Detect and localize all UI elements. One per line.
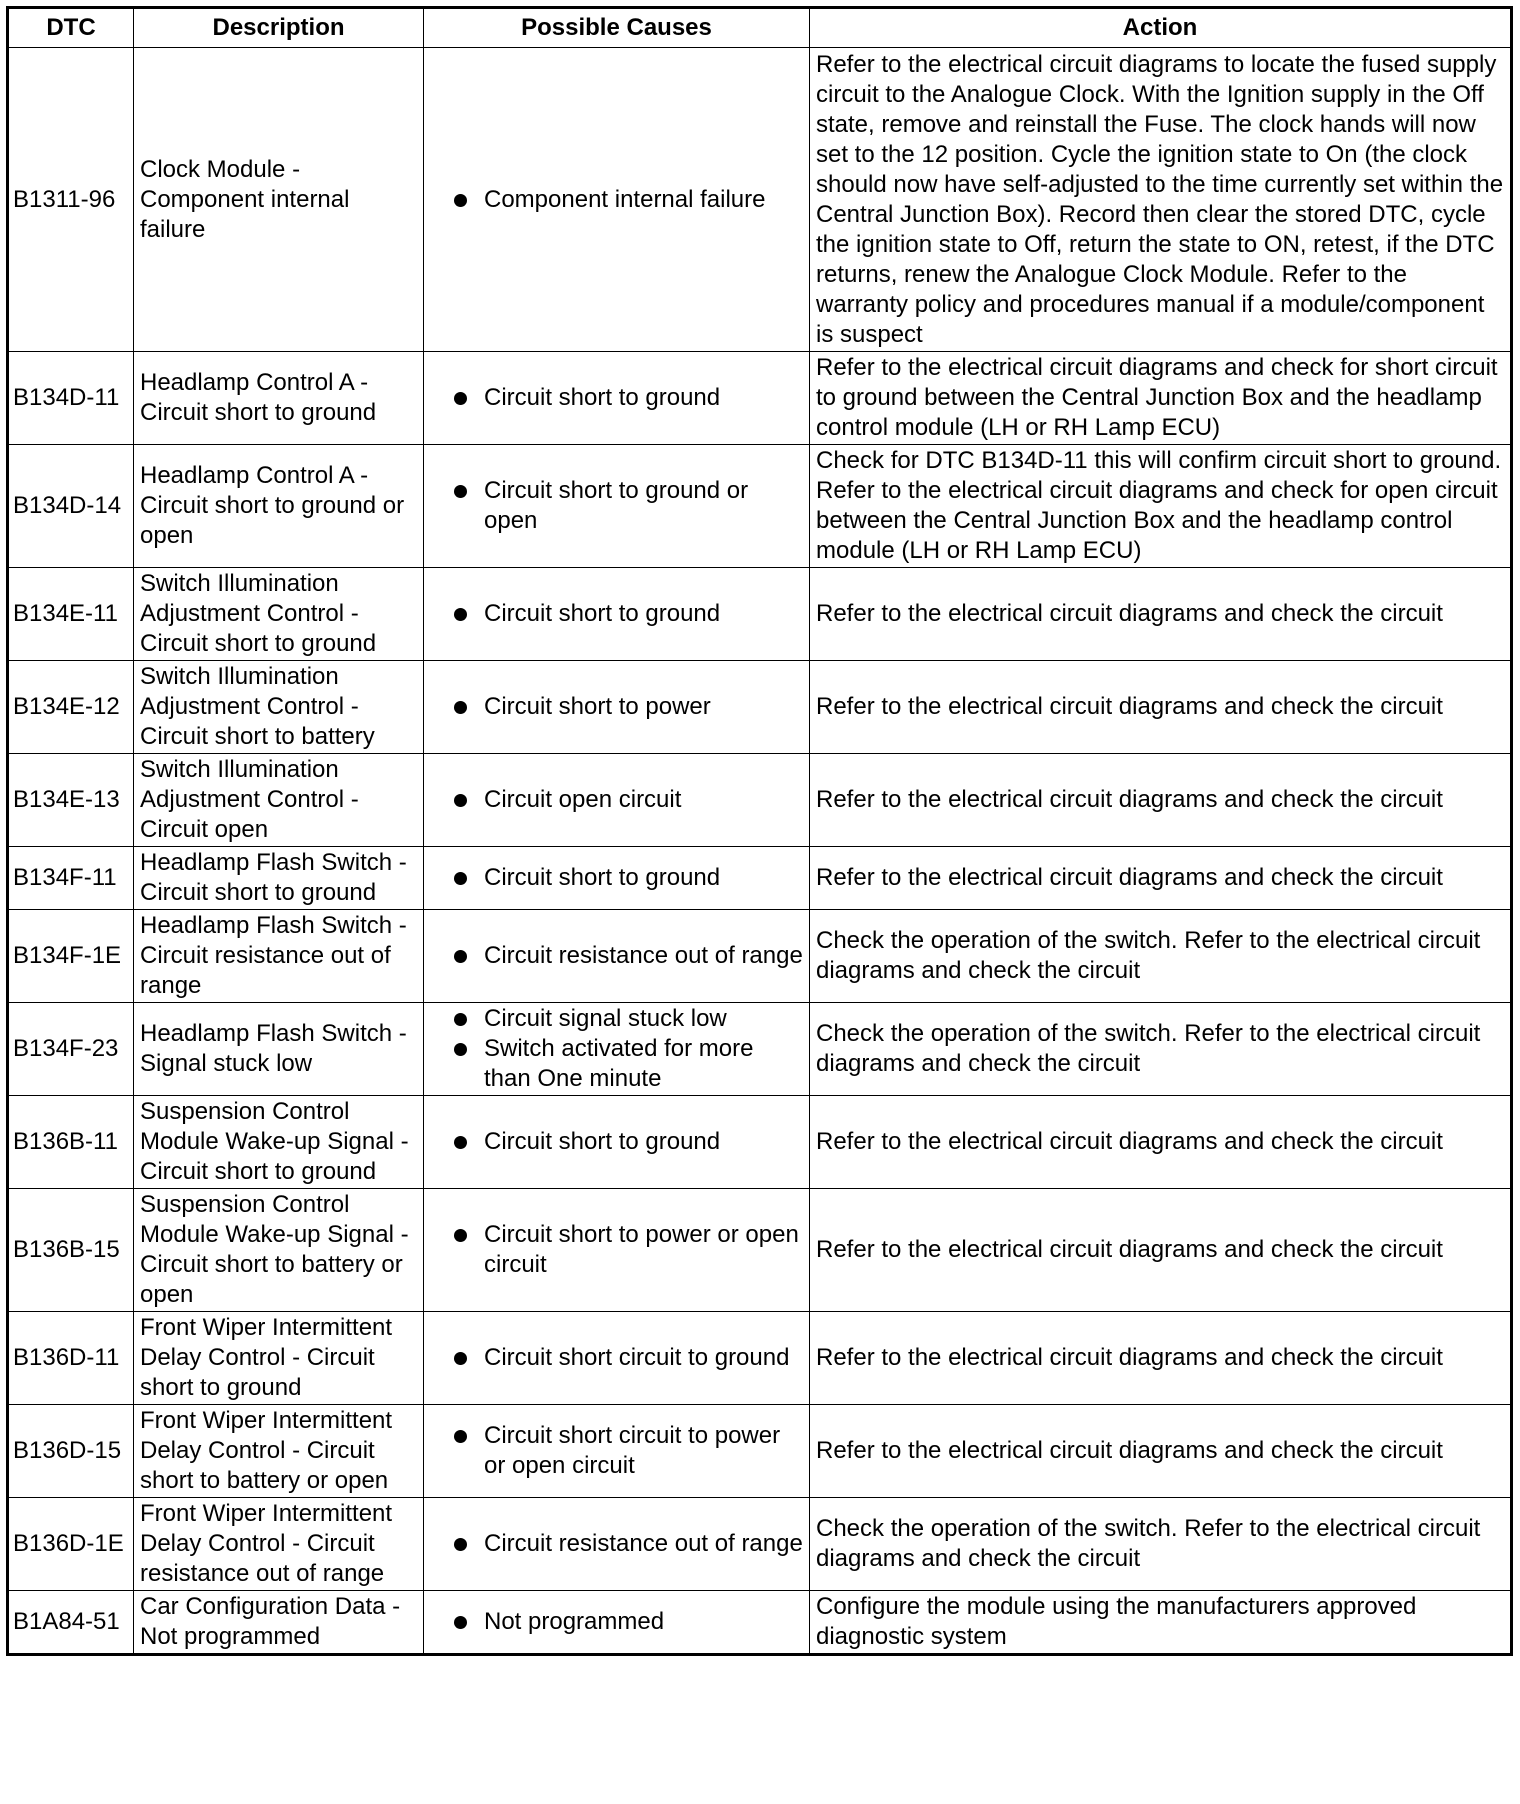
table-row [8, 847, 1512, 910]
table-row [8, 352, 1512, 445]
header-action: Action [810, 8, 1512, 48]
table-row [8, 568, 1512, 661]
possible-causes-cell [424, 1096, 810, 1189]
causes-list [430, 1607, 803, 1637]
dtc-code-cell: B134E-11 [8, 568, 134, 661]
table-row [8, 48, 1512, 352]
action-cell: Refer to the electrical circuit diagrams and check for short circuit to ground between the Central Junction Box and the headlamp control module (LH or RH Lamp ECU) [810, 352, 1512, 445]
description-cell: Headlamp Flash Switch - Circuit short to ground [134, 847, 424, 910]
action-cell: Check the operation of the switch. Refer to the electrical circuit diagrams and check the circuit [810, 1498, 1512, 1591]
header-description: Description [134, 8, 424, 48]
cause-item: Circuit short circuit to ground [452, 1343, 803, 1373]
causes-list [430, 692, 803, 722]
possible-causes-cell [424, 48, 810, 352]
table-row [8, 445, 1512, 568]
table-body [8, 48, 1512, 1655]
cause-item: Circuit short to power or open circuit [452, 1220, 803, 1280]
description-cell: Headlamp Flash Switch - Signal stuck low [134, 1003, 424, 1096]
action-cell: Refer to the electrical circuit diagrams and check the circuit [810, 568, 1512, 661]
dtc-code-cell: B134D-14 [8, 445, 134, 568]
cause-item: Circuit resistance out of range [452, 941, 803, 971]
description-cell: Car Configuration Data - Not programmed [134, 1591, 424, 1655]
cause-item: Circuit short to ground [452, 383, 803, 413]
cause-item: Circuit short circuit to power or open circuit [452, 1421, 803, 1481]
table-row [8, 1498, 1512, 1591]
action-cell: Check for DTC B134D-11 this will confirm circuit short to ground. Refer to the electrical circuit diagrams and check for open circuit between the Central Junction Box and the headlamp control module (LH or RH Lamp ECU) [810, 445, 1512, 568]
description-cell: Headlamp Control A - Circuit short to ground or open [134, 445, 424, 568]
dtc-code-cell: B136D-11 [8, 1312, 134, 1405]
possible-causes-cell [424, 1405, 810, 1498]
action-cell: Refer to the electrical circuit diagrams and check the circuit [810, 661, 1512, 754]
cause-item: Not programmed [452, 1607, 803, 1637]
cause-item: Component internal failure [452, 185, 803, 215]
action-cell: Refer to the electrical circuit diagrams and check the circuit [810, 754, 1512, 847]
action-cell: Refer to the electrical circuit diagrams and check the circuit [810, 1312, 1512, 1405]
causes-list [430, 1127, 803, 1157]
cause-item: Circuit short to ground or open [452, 476, 803, 536]
causes-list [430, 383, 803, 413]
dtc-code-cell: B134E-13 [8, 754, 134, 847]
table-row [8, 1003, 1512, 1096]
causes-list [430, 785, 803, 815]
table-row [8, 1405, 1512, 1498]
table-row [8, 661, 1512, 754]
possible-causes-cell [424, 1591, 810, 1655]
dtc-code-cell: B136B-15 [8, 1189, 134, 1312]
dtc-table [6, 6, 1513, 1656]
causes-list [430, 1343, 803, 1373]
table-row [8, 1591, 1512, 1655]
action-cell: Refer to the electrical circuit diagrams and check the circuit [810, 1096, 1512, 1189]
action-cell: Check the operation of the switch. Refer to the electrical circuit diagrams and check the circuit [810, 1003, 1512, 1096]
cause-item: Circuit short to ground [452, 599, 803, 629]
possible-causes-cell [424, 1189, 810, 1312]
description-cell: Clock Module - Component internal failure [134, 48, 424, 352]
action-cell: Refer to the electrical circuit diagrams and check the circuit [810, 847, 1512, 910]
possible-causes-cell [424, 910, 810, 1003]
cause-item: Circuit short to ground [452, 1127, 803, 1157]
dtc-code-cell: B134F-1E [8, 910, 134, 1003]
cause-item: Circuit short to power [452, 692, 803, 722]
description-cell: Front Wiper Intermittent Delay Control - Circuit short to battery or open [134, 1405, 424, 1498]
action-cell: Refer to the electrical circuit diagrams to locate the fused supply circuit to the Analogue Clock. With the Ignition supply in the Off state, remove and reinstall the Fuse. The clock hands will now set to the 12 position. Cycle the ignition state to On (the clock should now have self-adjusted to the time currently set within the Central Junction Box). Record then clear the stored DTC, cycle the ignition state to Off, return the state to ON, retest, if the DTC returns, renew the Analogue Clock Module. Refer to the warranty policy and procedures manual if a module/component is suspect [810, 48, 1512, 352]
causes-list [430, 941, 803, 971]
description-cell: Suspension Control Module Wake-up Signal - Circuit short to battery or open [134, 1189, 424, 1312]
possible-causes-cell [424, 847, 810, 910]
causes-list [430, 476, 803, 536]
possible-causes-cell [424, 1312, 810, 1405]
dtc-code-cell: B136D-15 [8, 1405, 134, 1498]
dtc-code-cell: B1311-96 [8, 48, 134, 352]
dtc-table-wrapper [6, 6, 1513, 1656]
causes-list [430, 1220, 803, 1280]
description-cell: Switch Illumination Adjustment Control - Circuit short to battery [134, 661, 424, 754]
action-cell: Check the operation of the switch. Refer to the electrical circuit diagrams and check the circuit [810, 910, 1512, 1003]
cause-item: Circuit open circuit [452, 785, 803, 815]
description-cell: Headlamp Flash Switch - Circuit resistance out of range [134, 910, 424, 1003]
dtc-code-cell: B136D-1E [8, 1498, 134, 1591]
cause-item: Circuit signal stuck low [452, 1004, 803, 1034]
possible-causes-cell [424, 352, 810, 445]
table-row [8, 910, 1512, 1003]
causes-list [430, 863, 803, 893]
action-cell: Refer to the electrical circuit diagrams and check the circuit [810, 1405, 1512, 1498]
causes-list [430, 1004, 803, 1094]
action-cell: Refer to the electrical circuit diagrams and check the circuit [810, 1189, 1512, 1312]
causes-list [430, 1529, 803, 1559]
cause-item: Switch activated for more than One minute [452, 1034, 803, 1094]
cause-item: Circuit resistance out of range [452, 1529, 803, 1559]
description-cell: Suspension Control Module Wake-up Signal - Circuit short to ground [134, 1096, 424, 1189]
causes-list [430, 185, 803, 215]
header-dtc: DTC [8, 8, 134, 48]
possible-causes-cell [424, 661, 810, 754]
description-cell: Switch Illumination Adjustment Control - Circuit short to ground [134, 568, 424, 661]
possible-causes-cell [424, 1498, 810, 1591]
table-row [8, 1096, 1512, 1189]
causes-list [430, 1421, 803, 1481]
description-cell: Front Wiper Intermittent Delay Control - Circuit resistance out of range [134, 1498, 424, 1591]
header-possible-causes: Possible Causes [424, 8, 810, 48]
action-cell: Configure the module using the manufacturers approved diagnostic system [810, 1591, 1512, 1655]
table-row [8, 1312, 1512, 1405]
dtc-code-cell: B134D-11 [8, 352, 134, 445]
causes-list [430, 599, 803, 629]
cause-item: Circuit short to ground [452, 863, 803, 893]
dtc-code-cell: B134F-11 [8, 847, 134, 910]
description-cell: Switch Illumination Adjustment Control - Circuit open [134, 754, 424, 847]
possible-causes-cell [424, 754, 810, 847]
table-row [8, 754, 1512, 847]
description-cell: Headlamp Control A - Circuit short to ground [134, 352, 424, 445]
possible-causes-cell [424, 1003, 810, 1096]
table-row [8, 1189, 1512, 1312]
dtc-code-cell: B1A84-51 [8, 1591, 134, 1655]
dtc-code-cell: B134E-12 [8, 661, 134, 754]
description-cell: Front Wiper Intermittent Delay Control - Circuit short to ground [134, 1312, 424, 1405]
header-row [8, 8, 1512, 48]
dtc-code-cell: B136B-11 [8, 1096, 134, 1189]
possible-causes-cell [424, 445, 810, 568]
possible-causes-cell [424, 568, 810, 661]
dtc-code-cell: B134F-23 [8, 1003, 134, 1096]
